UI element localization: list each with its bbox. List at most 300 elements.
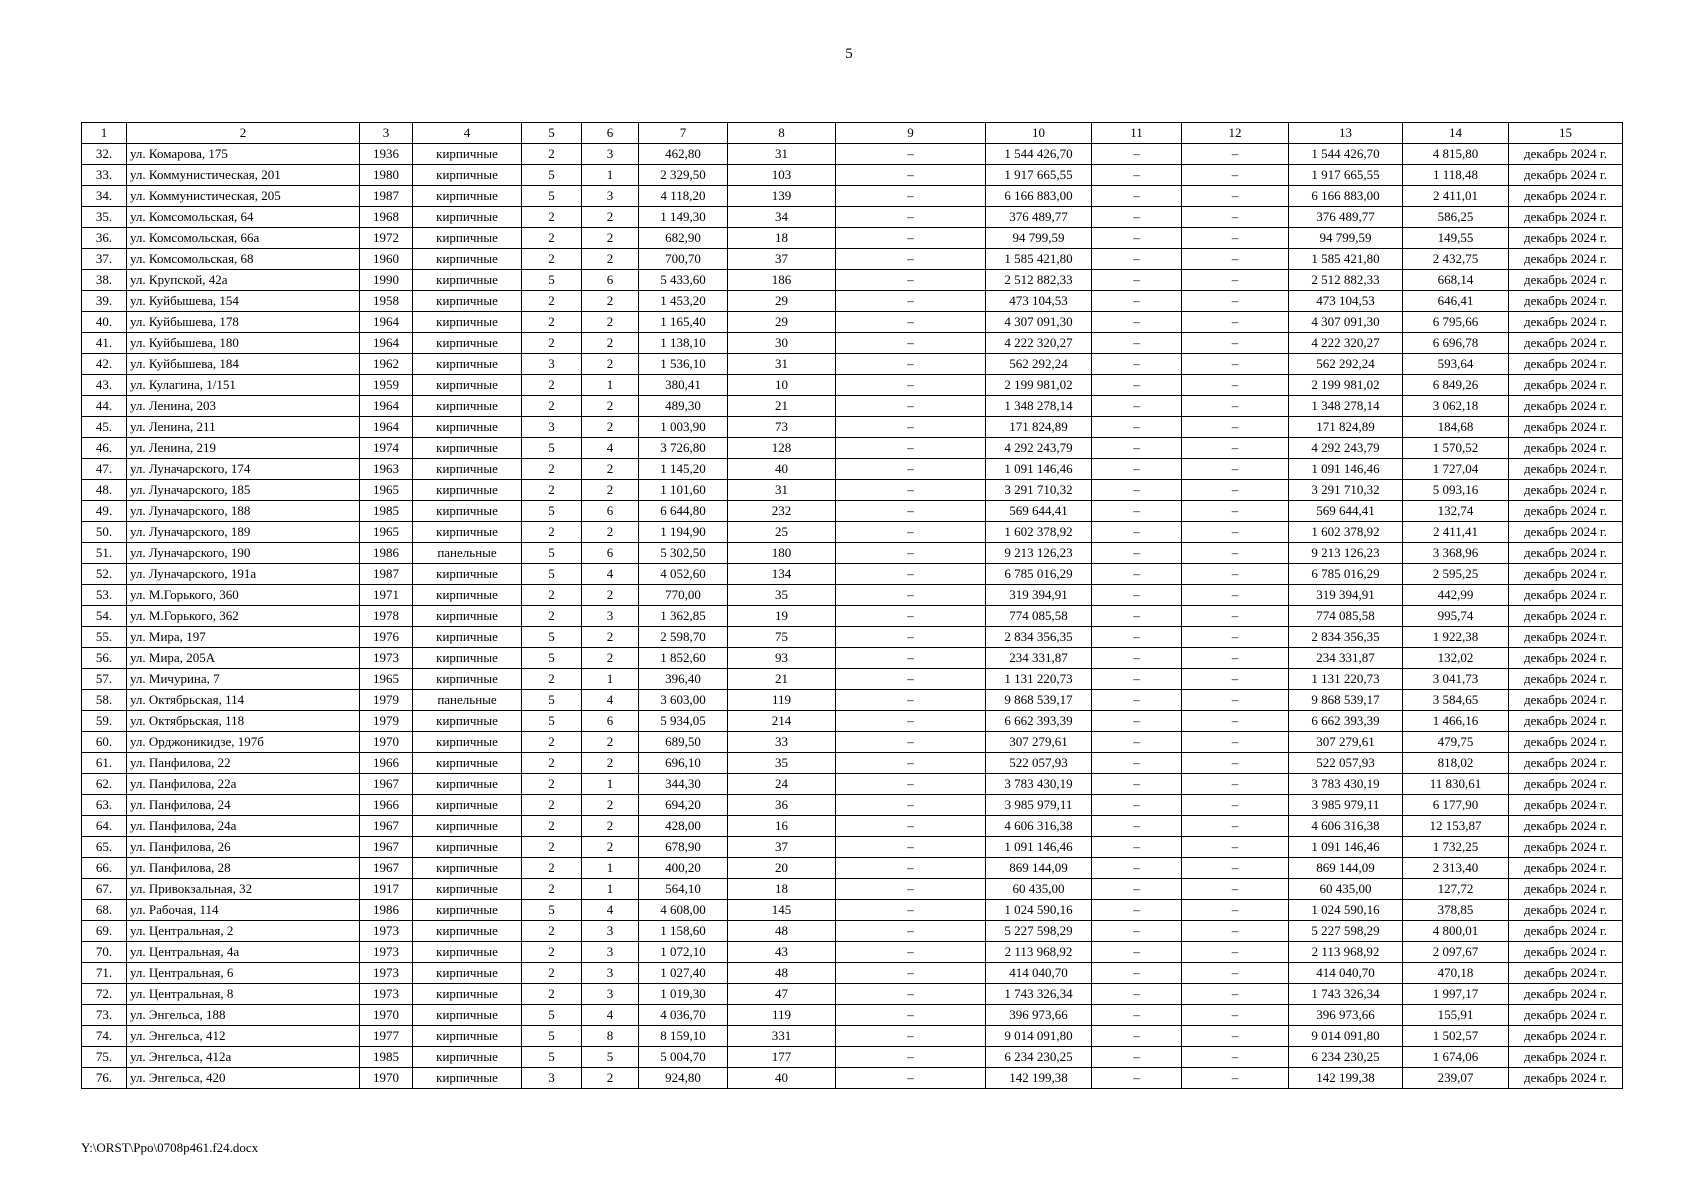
table-cell: 2 bbox=[522, 396, 582, 417]
table-cell: – bbox=[836, 165, 986, 186]
table-cell: 60 435,00 bbox=[986, 879, 1092, 900]
table-cell: 2 313,40 bbox=[1403, 858, 1509, 879]
table-cell: 522 057,93 bbox=[1289, 753, 1403, 774]
table-cell: – bbox=[836, 984, 986, 1005]
table-cell: 1 131 220,73 bbox=[986, 669, 1092, 690]
table-cell: 4 307 091,30 bbox=[1289, 312, 1403, 333]
table-cell: кирпичные bbox=[413, 963, 522, 984]
address-cell: ул. Ленина, 211 bbox=[127, 417, 360, 438]
table-cell: – bbox=[836, 711, 986, 732]
table-cell: декабрь 2024 г. bbox=[1509, 900, 1623, 921]
table-cell: – bbox=[836, 900, 986, 921]
table-cell: 11 830,61 bbox=[1403, 774, 1509, 795]
table-row bbox=[82, 228, 1623, 249]
table-cell: 2 bbox=[522, 816, 582, 837]
table-cell: – bbox=[1182, 627, 1289, 648]
table-cell: – bbox=[1092, 921, 1182, 942]
address-cell: ул. Рабочая, 114 bbox=[127, 900, 360, 921]
table-cell: 2 bbox=[582, 522, 639, 543]
table-cell: 40. bbox=[82, 312, 127, 333]
table-cell: – bbox=[1092, 354, 1182, 375]
table-cell: кирпичные bbox=[413, 417, 522, 438]
table-cell: 33 bbox=[728, 732, 836, 753]
table-cell: 1985 bbox=[360, 501, 413, 522]
table-cell: 1 536,10 bbox=[639, 354, 728, 375]
table-cell: 2 bbox=[582, 459, 639, 480]
table-cell: 29 bbox=[728, 312, 836, 333]
table-cell: кирпичные bbox=[413, 816, 522, 837]
table-cell: кирпичные bbox=[413, 585, 522, 606]
table-cell: 73 bbox=[728, 417, 836, 438]
table-cell: 3 bbox=[522, 1068, 582, 1089]
table-cell: – bbox=[1182, 270, 1289, 291]
table-cell: 5 bbox=[582, 1047, 639, 1068]
table-cell: – bbox=[1182, 543, 1289, 564]
table-cell: 2 bbox=[582, 312, 639, 333]
table-cell: 380,41 bbox=[639, 375, 728, 396]
table-cell: 5 433,60 bbox=[639, 270, 728, 291]
table-cell: кирпичные bbox=[413, 207, 522, 228]
table-cell: – bbox=[1182, 963, 1289, 984]
table-cell: 38. bbox=[82, 270, 127, 291]
table-cell: – bbox=[1092, 396, 1182, 417]
table-cell: 34 bbox=[728, 207, 836, 228]
table-cell: 75 bbox=[728, 627, 836, 648]
table-cell: 9 868 539,17 bbox=[986, 690, 1092, 711]
table-cell: – bbox=[1182, 144, 1289, 165]
table-cell: 5 bbox=[522, 438, 582, 459]
address-cell: ул. Орджоникидзе, 197б bbox=[127, 732, 360, 753]
table-row bbox=[82, 711, 1623, 732]
table-cell: 1 922,38 bbox=[1403, 627, 1509, 648]
table-cell: 1958 bbox=[360, 291, 413, 312]
column-header: 1 bbox=[82, 123, 127, 144]
table-cell: 3 bbox=[582, 921, 639, 942]
table-cell: 1985 bbox=[360, 1047, 413, 1068]
table-cell: – bbox=[1182, 774, 1289, 795]
table-cell: – bbox=[836, 858, 986, 879]
file-path-footer: Y:\ORST\Ppo\0708p461.f24.docx bbox=[81, 1140, 259, 1155]
table-cell: кирпичные bbox=[413, 795, 522, 816]
table-cell: 94 799,59 bbox=[1289, 228, 1403, 249]
table-cell: – bbox=[1092, 1005, 1182, 1026]
table-cell: 1959 bbox=[360, 375, 413, 396]
table-cell: 3 985 979,11 bbox=[986, 795, 1092, 816]
table-cell: 1965 bbox=[360, 669, 413, 690]
table-cell: 128 bbox=[728, 438, 836, 459]
table-cell: 1967 bbox=[360, 774, 413, 795]
table-cell: кирпичные bbox=[413, 1026, 522, 1047]
table-cell: 94 799,59 bbox=[986, 228, 1092, 249]
table-cell: – bbox=[836, 354, 986, 375]
table-cell: 2 bbox=[522, 963, 582, 984]
table-cell: – bbox=[1182, 165, 1289, 186]
table-cell: 1 743 326,34 bbox=[986, 984, 1092, 1005]
table-cell: 66. bbox=[82, 858, 127, 879]
table-cell: 6 177,90 bbox=[1403, 795, 1509, 816]
column-header: 5 bbox=[522, 123, 582, 144]
address-cell: ул. Панфилова, 22 bbox=[127, 753, 360, 774]
table-cell: 2 411,41 bbox=[1403, 522, 1509, 543]
table-cell: декабрь 2024 г. bbox=[1509, 270, 1623, 291]
table-cell: 2 199 981,02 bbox=[1289, 375, 1403, 396]
table-cell: 59. bbox=[82, 711, 127, 732]
table-cell: 689,50 bbox=[639, 732, 728, 753]
table-row bbox=[82, 774, 1623, 795]
table-cell: 6 166 883,00 bbox=[986, 186, 1092, 207]
table-row bbox=[82, 480, 1623, 501]
table-cell: 1979 bbox=[360, 690, 413, 711]
table-cell: 5 bbox=[522, 627, 582, 648]
table-cell: 145 bbox=[728, 900, 836, 921]
table-cell: – bbox=[836, 690, 986, 711]
table-cell: 41. bbox=[82, 333, 127, 354]
table-cell: декабрь 2024 г. bbox=[1509, 438, 1623, 459]
table-cell: – bbox=[1182, 564, 1289, 585]
table-cell: 5 bbox=[522, 1005, 582, 1026]
table-cell: 142 199,38 bbox=[986, 1068, 1092, 1089]
table-cell: 51. bbox=[82, 543, 127, 564]
table-cell: 132,02 bbox=[1403, 648, 1509, 669]
table-cell: 818,02 bbox=[1403, 753, 1509, 774]
table-cell: – bbox=[836, 732, 986, 753]
table-cell: – bbox=[1092, 606, 1182, 627]
table-cell: 142 199,38 bbox=[1289, 1068, 1403, 1089]
table-cell: 2 bbox=[522, 480, 582, 501]
table-cell: 378,85 bbox=[1403, 900, 1509, 921]
table-cell: 4 bbox=[582, 900, 639, 921]
table-cell: 31 bbox=[728, 354, 836, 375]
table-cell: 24 bbox=[728, 774, 836, 795]
table-cell: 1 743 326,34 bbox=[1289, 984, 1403, 1005]
table-cell: 2 bbox=[582, 816, 639, 837]
table-cell: декабрь 2024 г. bbox=[1509, 333, 1623, 354]
column-header: 11 bbox=[1092, 123, 1182, 144]
table-cell: 2 bbox=[522, 207, 582, 228]
table-cell: 2 bbox=[522, 522, 582, 543]
table-cell: 1986 bbox=[360, 543, 413, 564]
table-cell: 1973 bbox=[360, 984, 413, 1005]
table-cell: 4 bbox=[582, 1005, 639, 1026]
table-cell: 1 131 220,73 bbox=[1289, 669, 1403, 690]
table-cell: 48 bbox=[728, 963, 836, 984]
table-cell: 1 544 426,70 bbox=[986, 144, 1092, 165]
table-cell: – bbox=[1092, 144, 1182, 165]
table-row bbox=[82, 816, 1623, 837]
table-cell: 1 149,30 bbox=[639, 207, 728, 228]
table-cell: 1990 bbox=[360, 270, 413, 291]
table-body bbox=[82, 123, 1623, 1089]
table-cell: – bbox=[1092, 879, 1182, 900]
table-cell: 2 bbox=[582, 627, 639, 648]
table-cell: кирпичные bbox=[413, 375, 522, 396]
table-cell: декабрь 2024 г. bbox=[1509, 816, 1623, 837]
table-cell: 2 834 356,35 bbox=[1289, 627, 1403, 648]
table-row bbox=[82, 522, 1623, 543]
address-cell: ул. Луначарского, 185 bbox=[127, 480, 360, 501]
address-cell: ул. Мичурина, 7 bbox=[127, 669, 360, 690]
table-cell: – bbox=[836, 459, 986, 480]
table-cell: 2 bbox=[522, 669, 582, 690]
table-cell: кирпичные bbox=[413, 144, 522, 165]
address-cell: ул. Панфилова, 22а bbox=[127, 774, 360, 795]
table-cell: 4 222 320,27 bbox=[986, 333, 1092, 354]
address-cell: ул. Центральная, 8 bbox=[127, 984, 360, 1005]
table-cell: 1 917 665,55 bbox=[986, 165, 1092, 186]
table-cell: 1980 bbox=[360, 165, 413, 186]
column-header: 4 bbox=[413, 123, 522, 144]
address-cell: ул. Луначарского, 190 bbox=[127, 543, 360, 564]
table-cell: 54. bbox=[82, 606, 127, 627]
table-cell: 1 362,85 bbox=[639, 606, 728, 627]
table-cell: декабрь 2024 г. bbox=[1509, 690, 1623, 711]
table-cell: 6 bbox=[582, 270, 639, 291]
table-cell: 1963 bbox=[360, 459, 413, 480]
table-cell: 1 732,25 bbox=[1403, 837, 1509, 858]
table-cell: 36. bbox=[82, 228, 127, 249]
table-cell: – bbox=[1182, 1026, 1289, 1047]
table-cell: кирпичные bbox=[413, 1047, 522, 1068]
table-cell: 1 602 378,92 bbox=[1289, 522, 1403, 543]
table-cell: 1965 bbox=[360, 480, 413, 501]
table-cell: – bbox=[1092, 711, 1182, 732]
table-cell: 319 394,91 bbox=[986, 585, 1092, 606]
table-cell: 1917 bbox=[360, 879, 413, 900]
table-cell: 2 097,67 bbox=[1403, 942, 1509, 963]
table-cell: 344,30 bbox=[639, 774, 728, 795]
table-row bbox=[82, 144, 1623, 165]
table-cell: 3 062,18 bbox=[1403, 396, 1509, 417]
table-cell: 646,41 bbox=[1403, 291, 1509, 312]
address-cell: ул. Луначарского, 188 bbox=[127, 501, 360, 522]
address-cell: ул. Кулагина, 1/151 bbox=[127, 375, 360, 396]
table-cell: 3 bbox=[582, 186, 639, 207]
table-cell: 119 bbox=[728, 1005, 836, 1026]
table-cell: 18 bbox=[728, 879, 836, 900]
table-cell: 75. bbox=[82, 1047, 127, 1068]
table-cell: – bbox=[1092, 690, 1182, 711]
table-cell: 4 118,20 bbox=[639, 186, 728, 207]
table-cell: декабрь 2024 г. bbox=[1509, 963, 1623, 984]
table-cell: 586,25 bbox=[1403, 207, 1509, 228]
table-cell: 6 696,78 bbox=[1403, 333, 1509, 354]
table-cell: 1936 bbox=[360, 144, 413, 165]
table-cell: – bbox=[836, 963, 986, 984]
table-cell: 4 606 316,38 bbox=[986, 816, 1092, 837]
table-cell: 214 bbox=[728, 711, 836, 732]
address-cell: ул. Энгельса, 420 bbox=[127, 1068, 360, 1089]
address-cell: ул. Луначарского, 174 bbox=[127, 459, 360, 480]
table-cell: кирпичные bbox=[413, 396, 522, 417]
table-cell: 60 435,00 bbox=[1289, 879, 1403, 900]
table-cell: кирпичные bbox=[413, 858, 522, 879]
table-cell: 1986 bbox=[360, 900, 413, 921]
table-cell: 1 165,40 bbox=[639, 312, 728, 333]
table-cell: 2 512 882,33 bbox=[986, 270, 1092, 291]
table-cell: 155,91 bbox=[1403, 1005, 1509, 1026]
table-cell: 2 bbox=[582, 648, 639, 669]
table-cell: кирпичные bbox=[413, 984, 522, 1005]
table-cell: 47. bbox=[82, 459, 127, 480]
table-cell: декабрь 2024 г. bbox=[1509, 417, 1623, 438]
table-cell: – bbox=[1182, 942, 1289, 963]
table-cell: 2 bbox=[522, 795, 582, 816]
table-row bbox=[82, 1026, 1623, 1047]
table-cell: 1978 bbox=[360, 606, 413, 627]
address-cell: ул. Панфилова, 24а bbox=[127, 816, 360, 837]
table-cell: 2 bbox=[522, 732, 582, 753]
table-cell: 1 091 146,46 bbox=[1289, 459, 1403, 480]
table-cell: – bbox=[1092, 333, 1182, 354]
table-cell: 1964 bbox=[360, 333, 413, 354]
column-header: 3 bbox=[360, 123, 413, 144]
table-cell: 2 bbox=[582, 795, 639, 816]
table-cell: 4 292 243,79 bbox=[986, 438, 1092, 459]
address-cell: ул. Луначарского, 191а bbox=[127, 564, 360, 585]
table-cell: 5 bbox=[522, 165, 582, 186]
table-cell: 19 bbox=[728, 606, 836, 627]
table-cell: декабрь 2024 г. bbox=[1509, 375, 1623, 396]
table-cell: 1 602 378,92 bbox=[986, 522, 1092, 543]
table-cell: 132,74 bbox=[1403, 501, 1509, 522]
table-cell: 473 104,53 bbox=[1289, 291, 1403, 312]
table-cell: 2 bbox=[522, 879, 582, 900]
table-cell: 1968 bbox=[360, 207, 413, 228]
table-cell: 774 085,58 bbox=[986, 606, 1092, 627]
table-cell: 177 bbox=[728, 1047, 836, 1068]
table-cell: кирпичные bbox=[413, 627, 522, 648]
address-cell: ул. Мира, 197 bbox=[127, 627, 360, 648]
table-cell: 700,70 bbox=[639, 249, 728, 270]
table-cell: декабрь 2024 г. bbox=[1509, 585, 1623, 606]
column-header: 9 bbox=[836, 123, 986, 144]
table-cell: 442,99 bbox=[1403, 585, 1509, 606]
table-cell: 60. bbox=[82, 732, 127, 753]
table-cell: 1 072,10 bbox=[639, 942, 728, 963]
table-cell: – bbox=[1182, 732, 1289, 753]
table-cell: 44. bbox=[82, 396, 127, 417]
table-cell: 462,80 bbox=[639, 144, 728, 165]
table-cell: 2 432,75 bbox=[1403, 249, 1509, 270]
table-cell: – bbox=[1092, 1026, 1182, 1047]
table-row bbox=[82, 1047, 1623, 1068]
table-cell: – bbox=[836, 774, 986, 795]
table-cell: 47 bbox=[728, 984, 836, 1005]
table-cell: 43. bbox=[82, 375, 127, 396]
table-cell: 3 bbox=[582, 144, 639, 165]
table-cell: кирпичные bbox=[413, 879, 522, 900]
table-cell: 1967 bbox=[360, 837, 413, 858]
table-cell: 171 824,89 bbox=[1289, 417, 1403, 438]
buildings-table bbox=[81, 122, 1623, 1089]
page-number: 5 bbox=[845, 46, 853, 62]
table-cell: 71. bbox=[82, 963, 127, 984]
address-cell: ул. Комарова, 175 bbox=[127, 144, 360, 165]
table-cell: декабрь 2024 г. bbox=[1509, 291, 1623, 312]
address-cell: ул. Коммунистическая, 205 bbox=[127, 186, 360, 207]
table-cell: – bbox=[1182, 879, 1289, 900]
table-cell: – bbox=[836, 1068, 986, 1089]
table-cell: 234 331,87 bbox=[986, 648, 1092, 669]
table-cell: – bbox=[1182, 438, 1289, 459]
table-cell: 43 bbox=[728, 942, 836, 963]
table-cell: 1 138,10 bbox=[639, 333, 728, 354]
table-cell: 40 bbox=[728, 1068, 836, 1089]
table-row bbox=[82, 375, 1623, 396]
table-cell: 2 bbox=[522, 753, 582, 774]
table-cell: 9 014 091,80 bbox=[1289, 1026, 1403, 1047]
table-cell: кирпичные bbox=[413, 480, 522, 501]
table-cell: 1 bbox=[582, 669, 639, 690]
table-cell: 2 329,50 bbox=[639, 165, 728, 186]
table-cell: 5 093,16 bbox=[1403, 480, 1509, 501]
table-cell: кирпичные bbox=[413, 501, 522, 522]
table-cell: кирпичные bbox=[413, 921, 522, 942]
table-cell: – bbox=[1092, 480, 1182, 501]
table-cell: 3 726,80 bbox=[639, 438, 728, 459]
table-cell: кирпичные bbox=[413, 774, 522, 795]
column-header: 15 bbox=[1509, 123, 1623, 144]
table-cell: 2 bbox=[522, 312, 582, 333]
table-cell: 2 bbox=[522, 984, 582, 1005]
table-cell: – bbox=[1092, 1047, 1182, 1068]
table-cell: 1 091 146,46 bbox=[986, 837, 1092, 858]
table-row bbox=[82, 249, 1623, 270]
table-cell: 2 113 968,92 bbox=[1289, 942, 1403, 963]
address-cell: ул. Октябрьская, 114 bbox=[127, 690, 360, 711]
table-cell: 57. bbox=[82, 669, 127, 690]
table-cell: 1 997,17 bbox=[1403, 984, 1509, 1005]
table-cell: 4 222 320,27 bbox=[1289, 333, 1403, 354]
table-cell: 6 bbox=[582, 501, 639, 522]
table-cell: 2 bbox=[522, 459, 582, 480]
table-cell: – bbox=[1092, 795, 1182, 816]
table-cell: 5 bbox=[522, 1026, 582, 1047]
address-cell: ул. Комсомольская, 68 bbox=[127, 249, 360, 270]
table-cell: – bbox=[1182, 354, 1289, 375]
table-cell: 924,80 bbox=[639, 1068, 728, 1089]
table-cell: – bbox=[1092, 627, 1182, 648]
table-cell: кирпичные bbox=[413, 606, 522, 627]
table-cell: 1 101,60 bbox=[639, 480, 728, 501]
table-cell: 1 852,60 bbox=[639, 648, 728, 669]
table-row bbox=[82, 291, 1623, 312]
table-cell: 3 bbox=[582, 942, 639, 963]
table-cell: 1 145,20 bbox=[639, 459, 728, 480]
table-cell: 5 227 598,29 bbox=[986, 921, 1092, 942]
table-cell: 694,20 bbox=[639, 795, 728, 816]
table-cell: – bbox=[836, 648, 986, 669]
table-cell: декабрь 2024 г. bbox=[1509, 564, 1623, 585]
table-cell: – bbox=[1092, 669, 1182, 690]
table-cell: 9 014 091,80 bbox=[986, 1026, 1092, 1047]
table-cell: 70. bbox=[82, 942, 127, 963]
table-cell: 2 199 981,02 bbox=[986, 375, 1092, 396]
table-row bbox=[82, 858, 1623, 879]
table-cell: 4 292 243,79 bbox=[1289, 438, 1403, 459]
table-cell: 5 227 598,29 bbox=[1289, 921, 1403, 942]
table-cell: 376 489,77 bbox=[986, 207, 1092, 228]
address-cell: ул. Октябрьская, 118 bbox=[127, 711, 360, 732]
table-cell: 40 bbox=[728, 459, 836, 480]
table-cell: 73. bbox=[82, 1005, 127, 1026]
table-cell: 2 512 882,33 bbox=[1289, 270, 1403, 291]
table-cell: – bbox=[1182, 459, 1289, 480]
table-cell: 1 027,40 bbox=[639, 963, 728, 984]
table-cell: декабрь 2024 г. bbox=[1509, 921, 1623, 942]
table-cell: – bbox=[1092, 249, 1182, 270]
table-row bbox=[82, 606, 1623, 627]
